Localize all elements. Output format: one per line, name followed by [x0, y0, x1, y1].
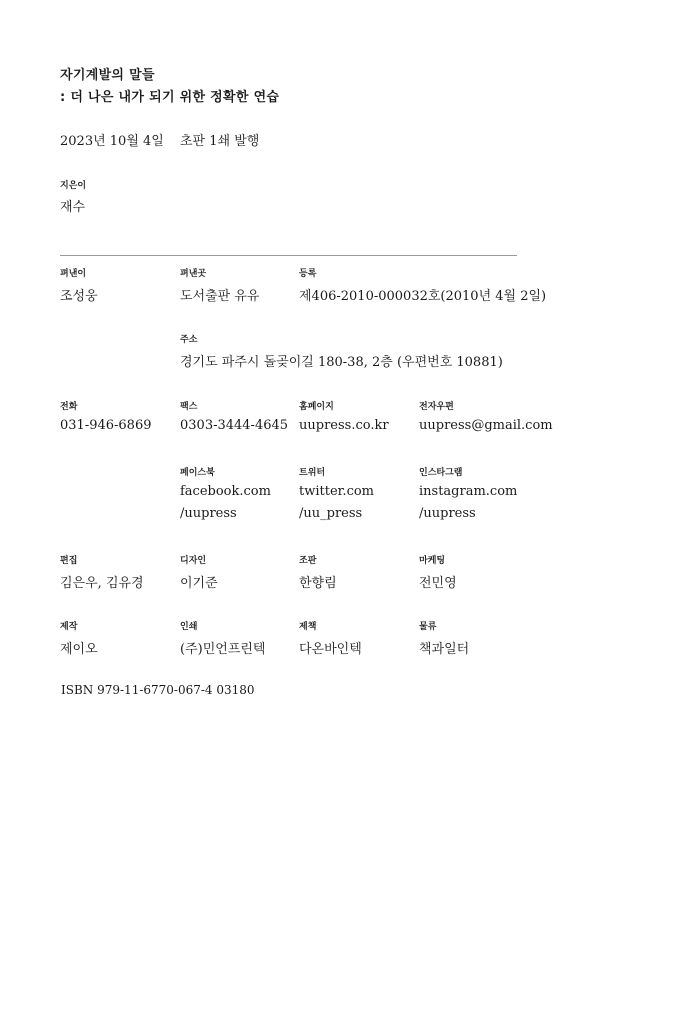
phone-value: 031-946-6869 [60, 418, 152, 433]
design-label: 디자인 [180, 556, 207, 566]
publisher-label: 펴낸이 [60, 269, 87, 279]
editing-label: 편집 [60, 556, 78, 566]
instagram-value-line2: /uupress [419, 506, 476, 521]
logistics-label: 물류 [419, 622, 437, 632]
instagram-label: 인스타그램 [419, 468, 463, 478]
facebook-value-line2: /uupress [180, 506, 237, 521]
homepage-label: 홈페이지 [299, 402, 334, 412]
binding-value: 다온바인텍 [299, 642, 362, 657]
typesetting-label: 조판 [299, 556, 317, 566]
twitter-value-line1: twitter.com [299, 484, 375, 499]
fax-label: 팩스 [180, 402, 198, 412]
registration-label: 등록 [299, 269, 317, 279]
production-label: 제작 [60, 622, 78, 632]
author-value: 재수 [60, 200, 86, 215]
address-value: 경기도 파주시 돌곶이길 180-38, 2층 (우편번호 10881) [180, 355, 503, 370]
marketing-label: 마케팅 [419, 556, 446, 566]
phone-label: 전화 [60, 402, 78, 412]
design-value: 이기준 [180, 576, 218, 591]
marketing-value: 전민영 [419, 576, 457, 591]
printing-value: (주)민언프린텍 [180, 642, 266, 657]
editing-value: 김은우, 김유경 [60, 576, 144, 591]
instagram-value-line1: instagram.com [419, 484, 518, 499]
book-title: 자기계발의 말들 [60, 68, 155, 83]
divider-line [60, 255, 517, 256]
logistics-value: 책과일터 [419, 642, 470, 657]
publishing-house-value: 도서출판 유유 [180, 289, 260, 304]
binding-label: 제책 [299, 622, 317, 632]
facebook-label: 페이스북 [180, 468, 215, 478]
printing-label: 인쇄 [180, 622, 198, 632]
twitter-label: 트위터 [299, 468, 326, 478]
email-value: uupress@gmail.com [419, 418, 553, 433]
publisher-value: 조성웅 [60, 289, 98, 304]
print-edition: 초판 1쇄 발행 [180, 134, 260, 149]
print-date: 2023년 10월 4일 [60, 134, 164, 149]
production-value: 제이오 [60, 642, 98, 657]
registration-value: 제406-2010-000032호(2010년 4월 2일) [299, 289, 547, 304]
publishing-house-label: 펴낸곳 [180, 269, 207, 279]
facebook-value-line1: facebook.com [180, 484, 271, 499]
book-subtitle: : 더 나은 내가 되기 위한 정확한 연습 [60, 90, 280, 105]
address-label: 주소 [180, 335, 198, 345]
author-label: 지은이 [60, 181, 87, 191]
twitter-value-line2: /uu_press [299, 506, 363, 521]
fax-value: 0303-3444-4645 [180, 418, 289, 433]
isbn: ISBN 979-11-6770-067-4 03180 [61, 683, 255, 697]
homepage-value: uupress.co.kr [299, 418, 389, 433]
email-label: 전자우편 [419, 402, 454, 412]
typesetting-value: 한향림 [299, 576, 337, 591]
